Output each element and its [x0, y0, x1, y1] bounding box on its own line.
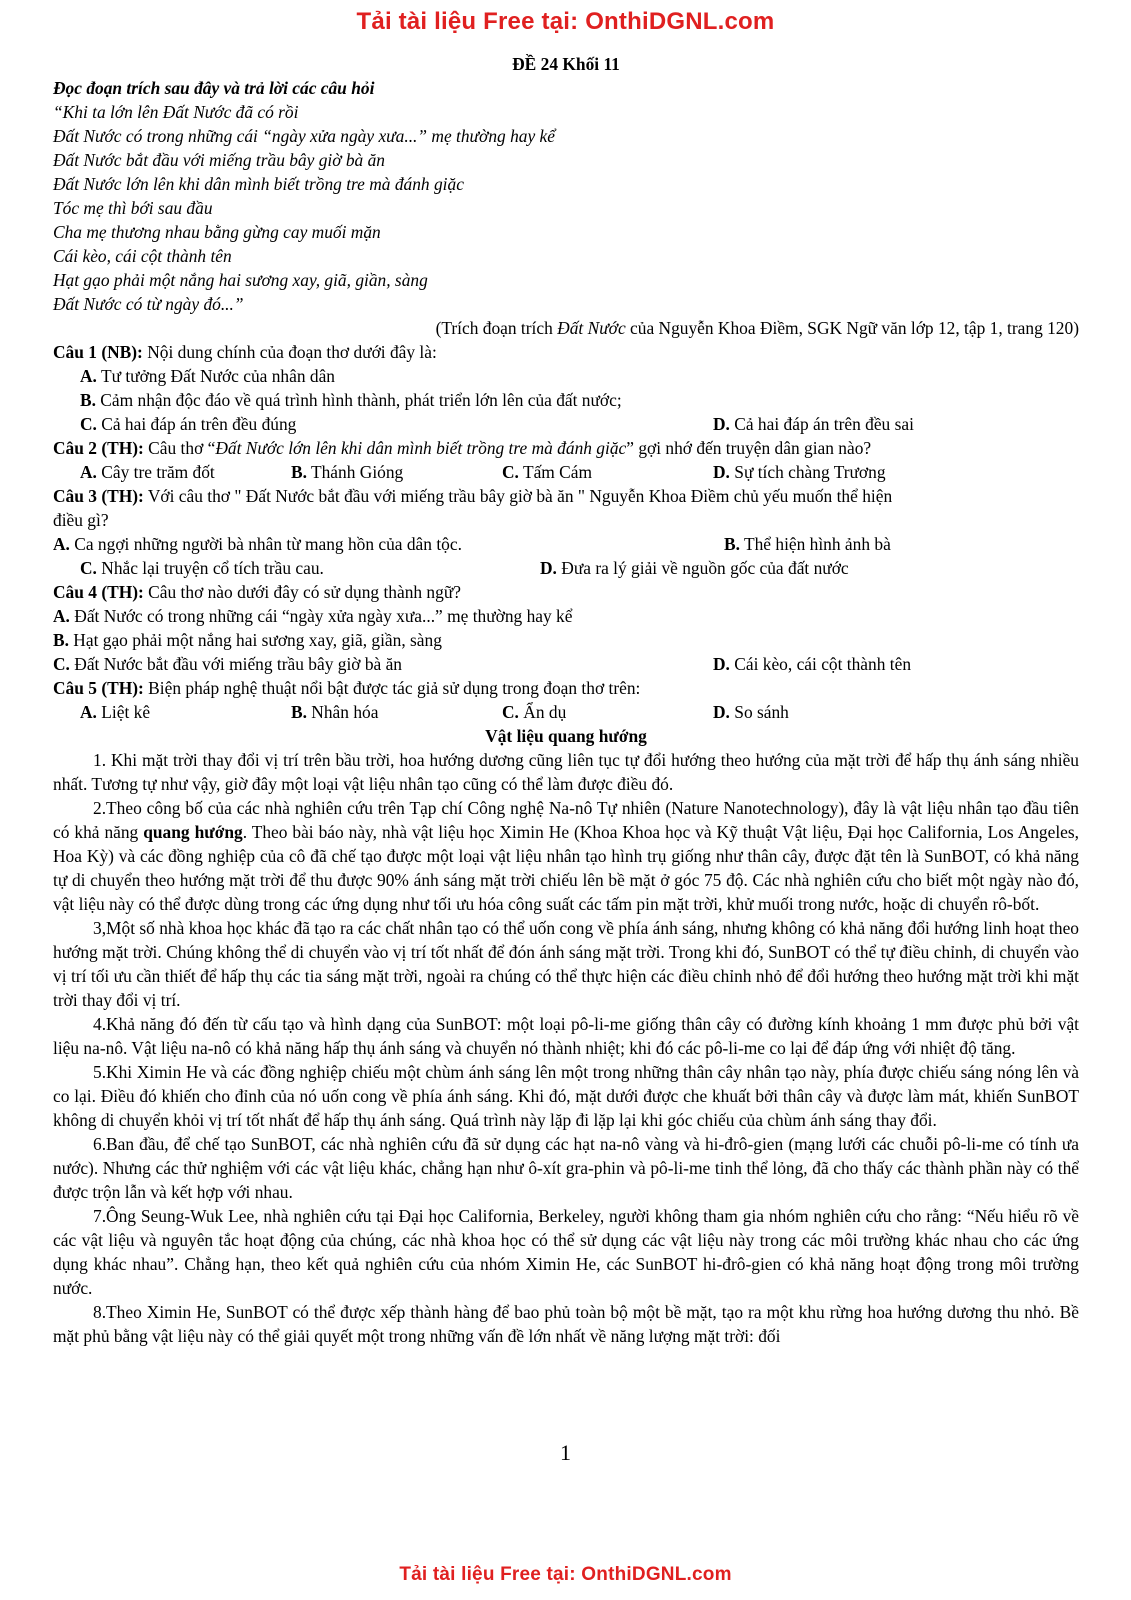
- poem-line: Tóc mẹ thì bới sau đầu: [53, 198, 213, 218]
- question-1: Câu 1 (NB): Nội dung chính của đoạn thơ dưới đây là:: [53, 342, 437, 362]
- poem-source: (Trích đoạn trích Đất Nước của Nguyễn Khoa Điềm, SGK Ngữ văn lớp 12, tập 1, trang 120): [435, 318, 1079, 338]
- q1-option-c: C. Cả hai đáp án trên đều đúng: [80, 414, 297, 434]
- article-paragraph-3: 3,Một số nhà khoa học khác đã tạo ra các chất nhân tạo có thể uốn cong về phía ánh sáng, nhưng không có khả năng đổi hướng linh hoạt theo hướng mặt trời. Chúng không thể di chuyển vào vị trí tốt nhất để đón ánh sáng mặt trời. Trong khi đó, SunBOT có thể tự điều chỉnh, di chuyển vào vị trí tối ưu cần thiết để hấp thụ các tia sáng mặt trời, ngoài ra chúng có thể thực hiện các điều chỉnh nhỏ để đổi hướng theo hướng mặt trời khi mặt trời thay đổi vị trí.: [53, 918, 1079, 1010]
- q3-option-d: D. Đưa ra lý giải về nguồn gốc của đất nước: [540, 558, 849, 578]
- poem-line: Đất Nước bắt đầu với miếng trầu bây giờ bà ăn: [53, 150, 385, 170]
- q1-option-b: B. Cảm nhận độc đáo về quá trình hình thành, phát triển lớn lên của đất nước;: [80, 390, 622, 410]
- q3-options-cd: [53, 556, 1079, 580]
- article-paragraph-8: 8.Theo Ximin He, SunBOT có thể được xếp thành hàng để bao phủ toàn bộ một bề mặt, tạo ra một khu rừng hoa hướng dương thu nhỏ. Bề mặt phủ bằng vật liệu này có thể giải quyết một trong những vấn đề lớn nhất về năng lượng mặt trời: đối: [53, 1302, 1079, 1346]
- q1-option-d: D. Cả hai đáp án trên đều sai: [713, 414, 914, 434]
- q3-option-c: C. Nhắc lại truyện cổ tích trầu cau.: [80, 558, 324, 578]
- q3-option-a: A. Ca ngợi những người bà nhân từ mang hồn của dân tộc.: [53, 534, 462, 554]
- reading-instruction: Đọc đoạn trích sau đây và trả lời các câu hỏi: [53, 78, 375, 98]
- q2-option-d: D. Sự tích chàng Trương: [713, 462, 886, 482]
- poem-line: Đất Nước lớn lên khi dân mình biết trồng tre mà đánh giặc: [53, 174, 464, 194]
- q5-options: [53, 700, 1079, 724]
- q4-option-b: B. Hạt gạo phải một nắng hai sương xay, giã, giần, sàng: [53, 630, 442, 650]
- q1-option-a: A. Tư tưởng Đất Nước của nhân dân: [80, 366, 335, 386]
- exam-title: ĐỀ 24 Khối 11: [512, 54, 620, 74]
- q5-option-a: A. Liệt kê: [80, 702, 151, 722]
- q5-option-c: C. Ẩn dụ: [502, 702, 567, 722]
- exam-page: [53, 52, 1079, 1348]
- poem-line: Đất Nước có trong những cái “ngày xửa ngày xưa...” mẹ thường hay kể: [53, 126, 555, 146]
- article-paragraph-7: 7.Ông Seung-Wuk Lee, nhà nghiên cứu tại Đại học California, Berkeley, người không tham gia nhóm nghiên cứu cho rằng: “Nếu hiểu rõ về các vật liệu và nguyên tắc hoạt động của chúng, các nhà khoa học có thể sử dụng các vật liệu này trong các môi trường khác nhau cho các ứng dụng khác nhau”. Chẳng hạn, theo kết quả nghiên cứu của nhóm Ximin He, các SunBOT hi-đrô-gien có khả năng hoạt động trong môi trường nước.: [53, 1206, 1079, 1298]
- q2-option-a: A. Cây tre trăm đốt: [80, 462, 215, 482]
- article-title: Vật liệu quang hướng: [485, 726, 647, 746]
- question-2: Câu 2 (TH): Câu thơ “Đất Nước lớn lên khi dân mình biết trồng tre mà đánh giặc” gợi nhớ đến truyện dân gian nào?: [53, 438, 872, 458]
- download-banner-bottom[interactable]: Tải tài liệu Free tại: OnthiDGNL.com: [399, 1564, 732, 1585]
- poem-line: Hạt gạo phải một nắng hai sương xay, giã, giần, sàng: [53, 270, 428, 290]
- article-paragraph-5: 5.Khi Ximin He và các đồng nghiệp chiếu một chùm ánh sáng lên một trong những thân cây nhân tạo này, phía được chiếu sáng nóng lên và co lại. Điều đó khiến cho đỉnh của nó uốn cong về phía ánh sáng. Khi đó, mặt dưới được che khuất bởi thân cây và được làm mát, khiến SunBOT không di chuyển khỏi vị trí tốt nhất để hấp thụ ánh sáng. Quá trình này lặp đi lặp lại khi góc chiếu của chùm ánh sáng thay đổi.: [53, 1062, 1079, 1130]
- q4-option-a: A. Đất Nước có trong những cái “ngày xửa ngày xưa...” mẹ thường hay kể: [53, 606, 573, 626]
- q1-options-cd: [53, 412, 1079, 436]
- q5-option-b: B. Nhân hóa: [291, 702, 379, 722]
- q3-option-b: B. Thể hiện hình ảnh bà: [724, 534, 891, 554]
- poem-line: Cha mẹ thương nhau bằng gừng cay muối mặn: [53, 222, 381, 242]
- poem-excerpt: [53, 100, 1079, 316]
- article-paragraph-1: 1. Khi mặt trời thay đổi vị trí trên bầu trời, hoa hướng dương cũng liên tục tự đổi hướng theo hướng của mặt trời để hấp thụ ánh sáng nhiều nhất. Tương tự như vậy, giờ đây một loại vật liệu nhân tạo cũng có thể làm được điều đó.: [53, 750, 1079, 794]
- q3-options-ab: [53, 532, 1079, 556]
- q2-option-b: B. Thánh Gióng: [291, 462, 404, 482]
- question-3-cont: điều gì?: [53, 510, 109, 530]
- q4-option-c: C. Đất Nước bắt đầu với miếng trầu bây giờ bà ăn: [53, 654, 402, 674]
- article-paragraph-2: 2.Theo công bố của các nhà nghiên cứu trên Tạp chí Công nghệ Na-nô Tự nhiên (Nature Nanotechnology), đây là vật liệu nhân tạo đầu tiên có khả năng quang hướng. Theo bài báo này, nhà vật liệu học Ximin He (Khoa Khoa học và Kỹ thuật Vật liệu, Đại học California, Los Angeles, Hoa Kỳ) và các đồng nghiệp của cô đã chế tạo được một loại vật liệu nhân tạo hình trụ giống như thân cây, được đặt tên là SunBOT, có khả năng tự di chuyển theo hướng mặt trời để thu được 90% ánh sáng mặt trời chiếu lên bề mặt ở góc 75 độ. Các nhà nghiên cứu cho biết một ngày nào đó, vật liệu này có thể được dùng trong các ứng dụng như tối ưu hóa công suất các tấm pin mặt trời, khử muối trong nước, hoặc di chuyển rô-bốt.: [53, 798, 1080, 914]
- q5-option-d: D. So sánh: [713, 702, 789, 722]
- poem-line: Đất Nước có từ ngày đó...”: [53, 294, 244, 314]
- question-5: Câu 5 (TH): Biện pháp nghệ thuật nổi bật được tác giả sử dụng trong đoạn thơ trên:: [53, 678, 641, 698]
- q2-option-c: C. Tấm Cám: [502, 462, 593, 482]
- q4-options-cd: [53, 652, 1079, 676]
- download-banner-top[interactable]: Tải tài liệu Free tại: OnthiDGNL.com: [356, 8, 775, 35]
- page-number: 1: [560, 1440, 571, 1465]
- article-paragraph-4: 4.Khả năng đó đến từ cấu tạo và hình dạng của SunBOT: một loại pô-li-me giống thân cây có đường kính khoảng 1 mm được phủ bởi vật liệu na-nô. Vật liệu na-nô có khả năng hấp thụ ánh sáng và chuyển nó thành nhiệt; khi đó các pô-li-me co lại để đáp ứng với nhiệt độ tăng.: [53, 1014, 1079, 1058]
- question-3: Câu 3 (TH): Với câu thơ " Đất Nước bắt đầu với miếng trầu bây giờ bà ăn " Nguyễn Khoa Điềm chủ yếu muốn thể hiện: [53, 486, 893, 506]
- question-4: Câu 4 (TH): Câu thơ nào dưới đây có sử dụng thành ngữ?: [53, 582, 461, 602]
- poem-line: Cái kèo, cái cột thành tên: [53, 246, 232, 266]
- q2-options: [53, 460, 1079, 484]
- poem-line: “Khi ta lớn lên Đất Nước đã có rồi: [53, 102, 299, 122]
- q4-option-d: D. Cái kèo, cái cột thành tên: [713, 654, 912, 674]
- article-paragraph-6: 6.Ban đầu, để chế tạo SunBOT, các nhà nghiên cứu đã sử dụng các hạt na-nô vàng và hi-đrô-gien (mạng lưới các chuỗi pô-li-me có tính ưa nước). Nhưng các thử nghiệm với các vật liệu khác, chẳng hạn như ô-xít gra-phin và pô-li-me tinh thể lỏng, đã cho thấy các thành phần này có thể được trộn lẫn và kết hợp với nhau.: [53, 1134, 1079, 1202]
